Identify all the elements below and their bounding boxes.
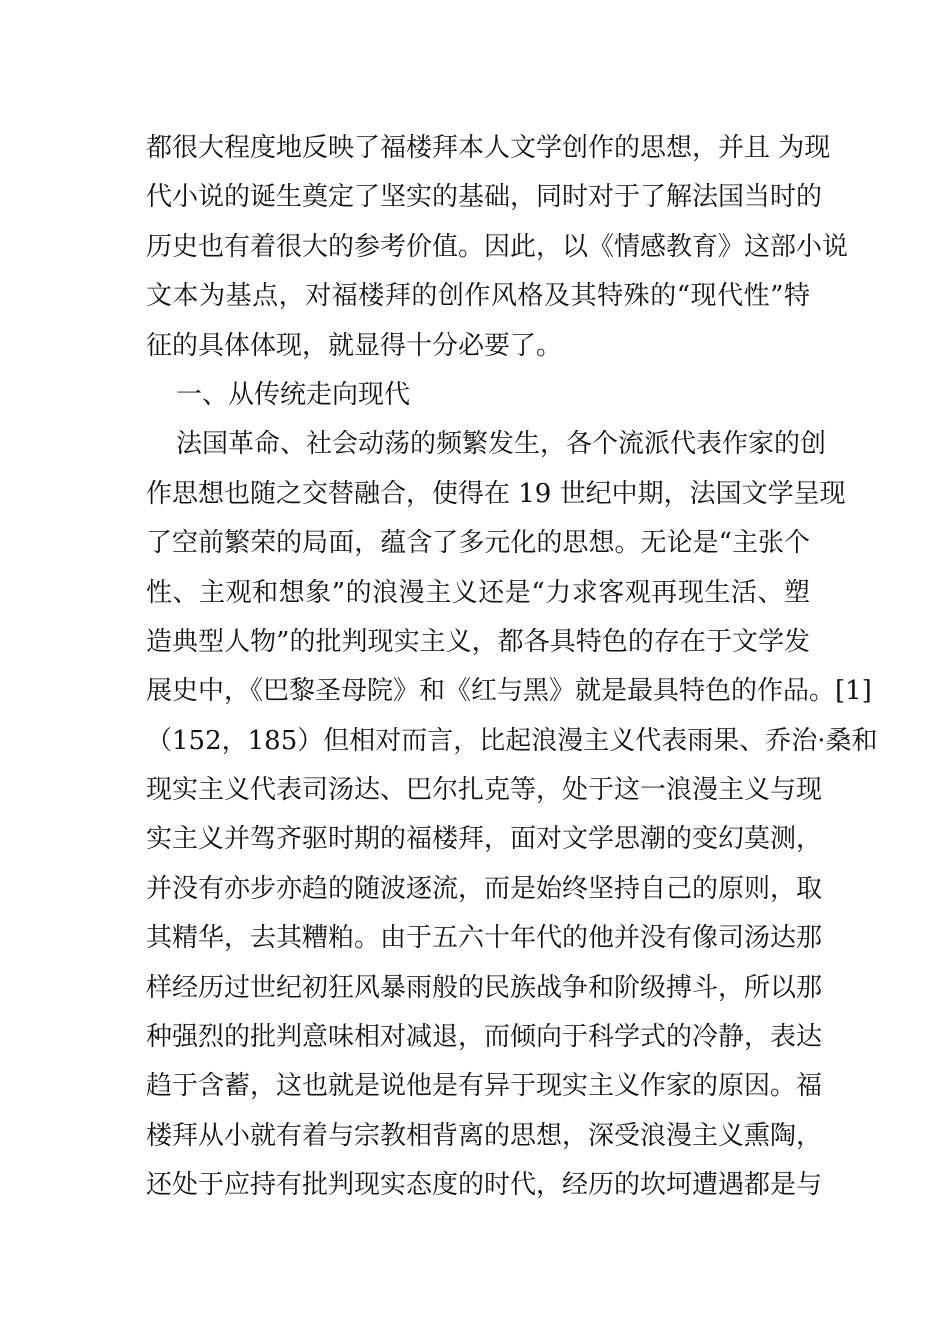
text-line: 种强烈的批判意味相对减退，而倾向于科学式的冷静，表达 [146, 1022, 823, 1053]
text-line: 代小说的诞生奠定了坚实的基础，同时对于了解法国当时的 [146, 182, 823, 213]
text-line: 还处于应持有批判现实态度的时代，经历的坎坷遭遇都是与 [146, 1170, 823, 1201]
text-line: 了空前繁荣的局面，蕴含了多元化的思想。无论是“主张个 [146, 528, 810, 559]
text-line: 展史中，《巴黎圣母院》和《红与黑》就是最具特色的作品。[1] [146, 676, 872, 707]
text-line: 征的具体体现，就显得十分必要了。 [146, 330, 563, 361]
body-text [146, 124, 878, 1211]
section-heading: 一、从传统走向现代 [176, 379, 411, 410]
text-line: 现实主义代表司汤达、巴尔扎克等，处于这一浪漫主义与现 [146, 775, 823, 806]
text-line: 并没有亦步亦趋的随波逐流，而是始终坚持自己的原则，取 [146, 873, 823, 904]
text-line: 其精华，去其糟粕。由于五六十年代的他并没有像司汤达那 [146, 923, 823, 954]
text-line: 历史也有着很大的参考价值。因此，以《情感教育》这部小说 [146, 231, 849, 262]
text-line: 文本为基点，对福楼拜的创作风格及其特殊的“现代性”特 [146, 281, 810, 312]
text-line: 性、主观和想象”的浪漫主义还是“力求客观再现生活、塑 [146, 577, 810, 608]
text-line: 实主义并驾齐驱时期的福楼拜，面对文学思潮的变幻莫测， [146, 824, 823, 855]
text-line: 趋于含蓄，这也就是说他是有异于现实主义作家的原因。福 [146, 1071, 823, 1102]
text-line: 楼拜从小就有着与宗教相背离的思想，深受浪漫主义熏陶， [146, 1120, 823, 1151]
text-line: （152，185）但相对而言，比起浪漫主义代表雨果、乔治·桑和 [146, 725, 878, 756]
text-line: 法国革命、社会动荡的频繁发生，各个流派代表作家的创 [176, 429, 827, 460]
text-line: 样经历过世纪初狂风暴雨般的民族战争和阶级搏斗，所以那 [146, 972, 823, 1003]
text-line: 作思想也随之交替融合，使得在 19 世纪中期，法国文学呈现 [146, 478, 846, 509]
text-line: 都很大程度地反映了福楼拜本人文学创作的思想，并且 为现 [146, 133, 831, 163]
text-line: 造典型人物”的批判现实主义，都各具特色的存在于文学发 [146, 626, 810, 657]
